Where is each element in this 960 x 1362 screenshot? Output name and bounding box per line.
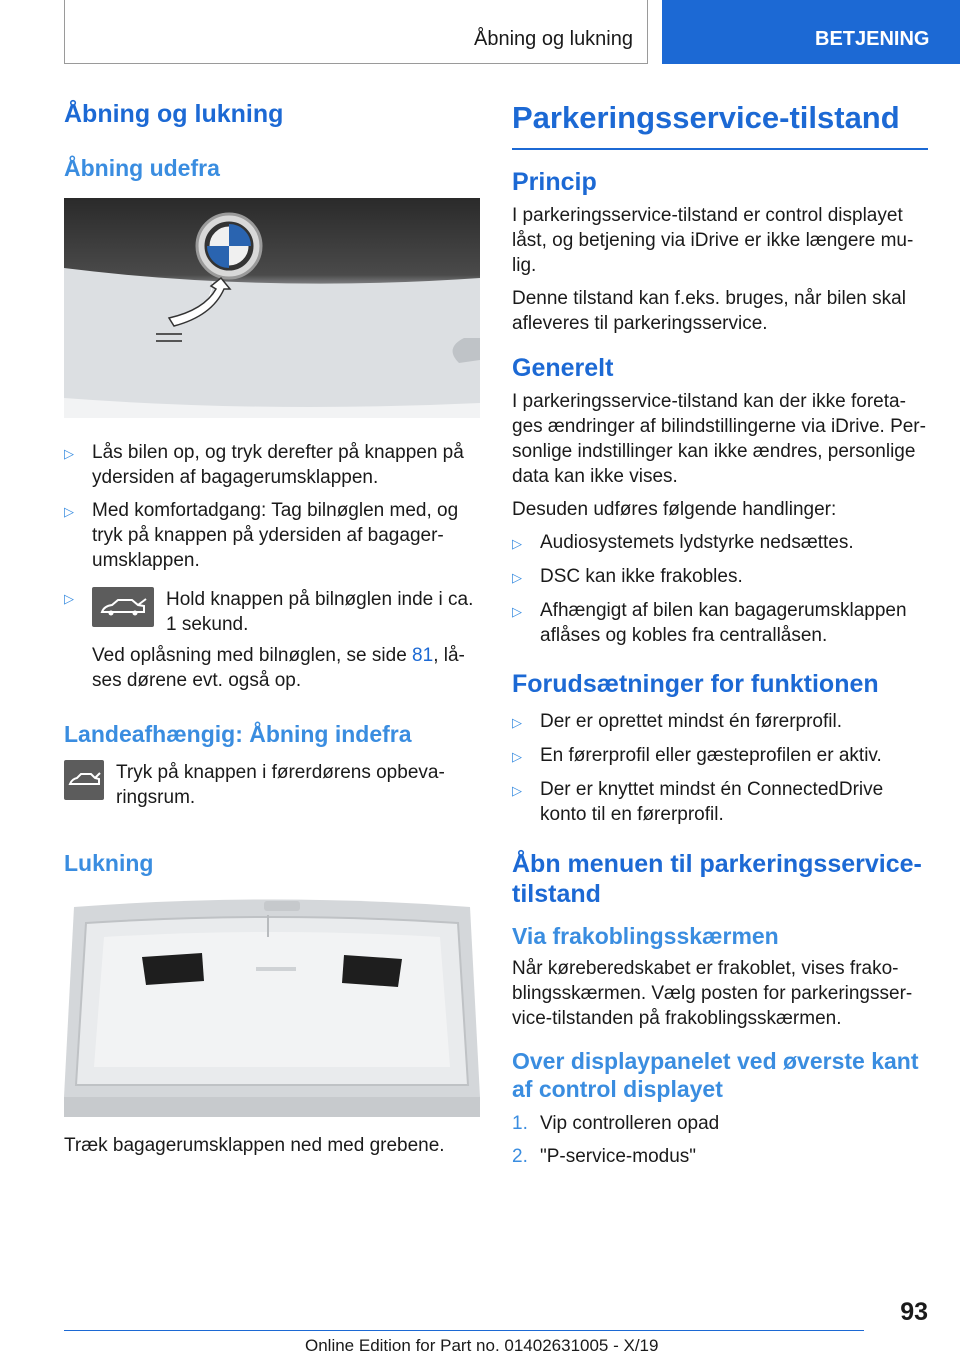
page-link[interactable]: 81 xyxy=(412,645,434,666)
key-followup: Ved oplåsning med bilnøglen, se side 81, låses dørene evt. også op. xyxy=(92,645,465,691)
subheading-close: Lukning xyxy=(64,850,154,876)
triangle-bullet-icon: ▷ xyxy=(64,591,74,606)
triangle-bullet-icon: ▷ xyxy=(512,570,522,585)
footer-edition: Online Edition for Part no. 01402631005 - X/19 xyxy=(305,1336,659,1355)
list-item: ▷ DSC kan ikke frakobles. xyxy=(512,564,928,590)
heading-prerequisites: Forudsætninger for funktionen xyxy=(512,670,879,698)
subheading-over-panel: Over displaypanelet ved øverste kant af control displayet xyxy=(512,1048,919,1102)
page-number: 93 xyxy=(900,1298,928,1326)
left-column xyxy=(64,100,480,1158)
header-frame xyxy=(64,0,648,64)
triangle-bullet-icon: ▷ xyxy=(512,749,522,764)
heading-general: Generelt xyxy=(512,354,614,382)
list-item: ▷ Med komfortadgang: Tag bilnøglen med, og tryk på knappen på ydersiden af bagagerumsklappen. xyxy=(64,500,459,571)
step-item: 1. Vip controlleren opad xyxy=(512,1113,720,1134)
close-instruction: Træk bagagerumsklappen ned med grebene. xyxy=(64,1135,445,1156)
step-item: 2. "P-service-modus" xyxy=(512,1146,697,1167)
right-column: Parkeringsservice-tilstand Princip I parkeringsservice-tilstand er control displayet låst, og betjening via iDrive er ikke længere mulig. Denne tilstand kan f.eks. bruges, når bilen skal afleveres til parkeringsservice. Generelt I parkeringsservice-tilstand kan der ikke foretages ændringer af bilindstillingerne via iDrive. Personlige indstillinger kan ikke ændres, personlige data kan ikke vises. Desuden udføres følgende handlinger: ▷ Audiosystemets lydstyrke nedsættes. ▷ DSC kan ikke frakobles. ▷ Afhængigt af bilen kan bagagerumsklappen aflåses og kobles fra centrallåsen. Forudsætninger for funktionen ▷ Der er oprettet mindst én førerprofil. ▷ En førerprofil eller gæsteprofilen er aktiv. ▷ Der er knyttet mindst én ConnectedDrive konto til en førerprofil. Åbn menuen til parkeringsservice-tilstand Via frakoblingsskærmen Når køreberedskabet er frakoblet, vises frakoblingsskærmen. Vælg posten for parkeringsservice-tilstanden på frakoblingsskærmen. Over displaypanelet ved øverste kant af control displayet 1. Vip controlleren opad 2. "P-service-modus" xyxy=(512,100,928,1177)
trunk-lid-photo xyxy=(64,897,480,1117)
triangle-bullet-icon: ▷ xyxy=(64,504,74,519)
list-item: ▷ En førerprofil eller gæsteprofilen er aktiv. xyxy=(512,743,928,769)
trunk-button-photo xyxy=(64,198,480,418)
subheading-via-screen: Via frakoblingsskærmen xyxy=(512,923,779,949)
subheading-outside: Åbning udefra xyxy=(64,155,220,181)
triangle-bullet-icon: ▷ xyxy=(64,446,74,461)
trunk-lid-illustration xyxy=(64,897,480,1117)
section-heading: Åbning og lukning xyxy=(64,100,284,128)
key-instruction: Hold knappen på bilnøglen inde i ca. 1 sekund. xyxy=(166,589,474,635)
list-item: ▷ Lås bilen op, og tryk derefter på knappen på ydersiden af bagagerumsklappen. xyxy=(64,442,464,488)
list-item: ▷ Der er oprettet mindst én førerprofil. xyxy=(512,709,928,735)
trunk-button-illustration xyxy=(64,198,480,418)
triangle-bullet-icon: ▷ xyxy=(512,536,522,551)
door-trunk-button-icon xyxy=(64,760,104,800)
triangle-bullet-icon: ▷ xyxy=(512,783,522,798)
triangle-bullet-icon: ▷ xyxy=(512,604,522,619)
triangle-bullet-icon: ▷ xyxy=(512,715,522,730)
list-item: ▷ Afhængigt af bilen kan bagagerumsklappen aflåses og kobles fra centrallåsen. xyxy=(512,600,907,646)
list-item-key xyxy=(64,587,480,637)
section-tab[interactable]: BETJENING xyxy=(662,0,960,64)
heading-principle: Princip xyxy=(512,168,597,196)
main-heading: Parkeringsservice-tilstand xyxy=(512,100,928,150)
list-item: ▷ Audiosystemets lydstyrke nedsættes. xyxy=(512,530,928,556)
list-item: ▷ Der er knyttet mindst én ConnectedDrive konto til en førerprofil. xyxy=(512,779,884,825)
header-title: Åbning og lukning xyxy=(473,28,633,50)
subheading-inside: Landeafhængig: Åbning indefra xyxy=(64,721,412,747)
footer-rule xyxy=(64,1330,864,1331)
car-trunk-key-icon xyxy=(92,587,154,627)
inside-instruction-row: Tryk på knappen i førerdørens opbevaringsrum. xyxy=(64,760,480,810)
heading-open-menu: Åbn menuen til parkeringsservice-tilstand xyxy=(512,850,922,908)
